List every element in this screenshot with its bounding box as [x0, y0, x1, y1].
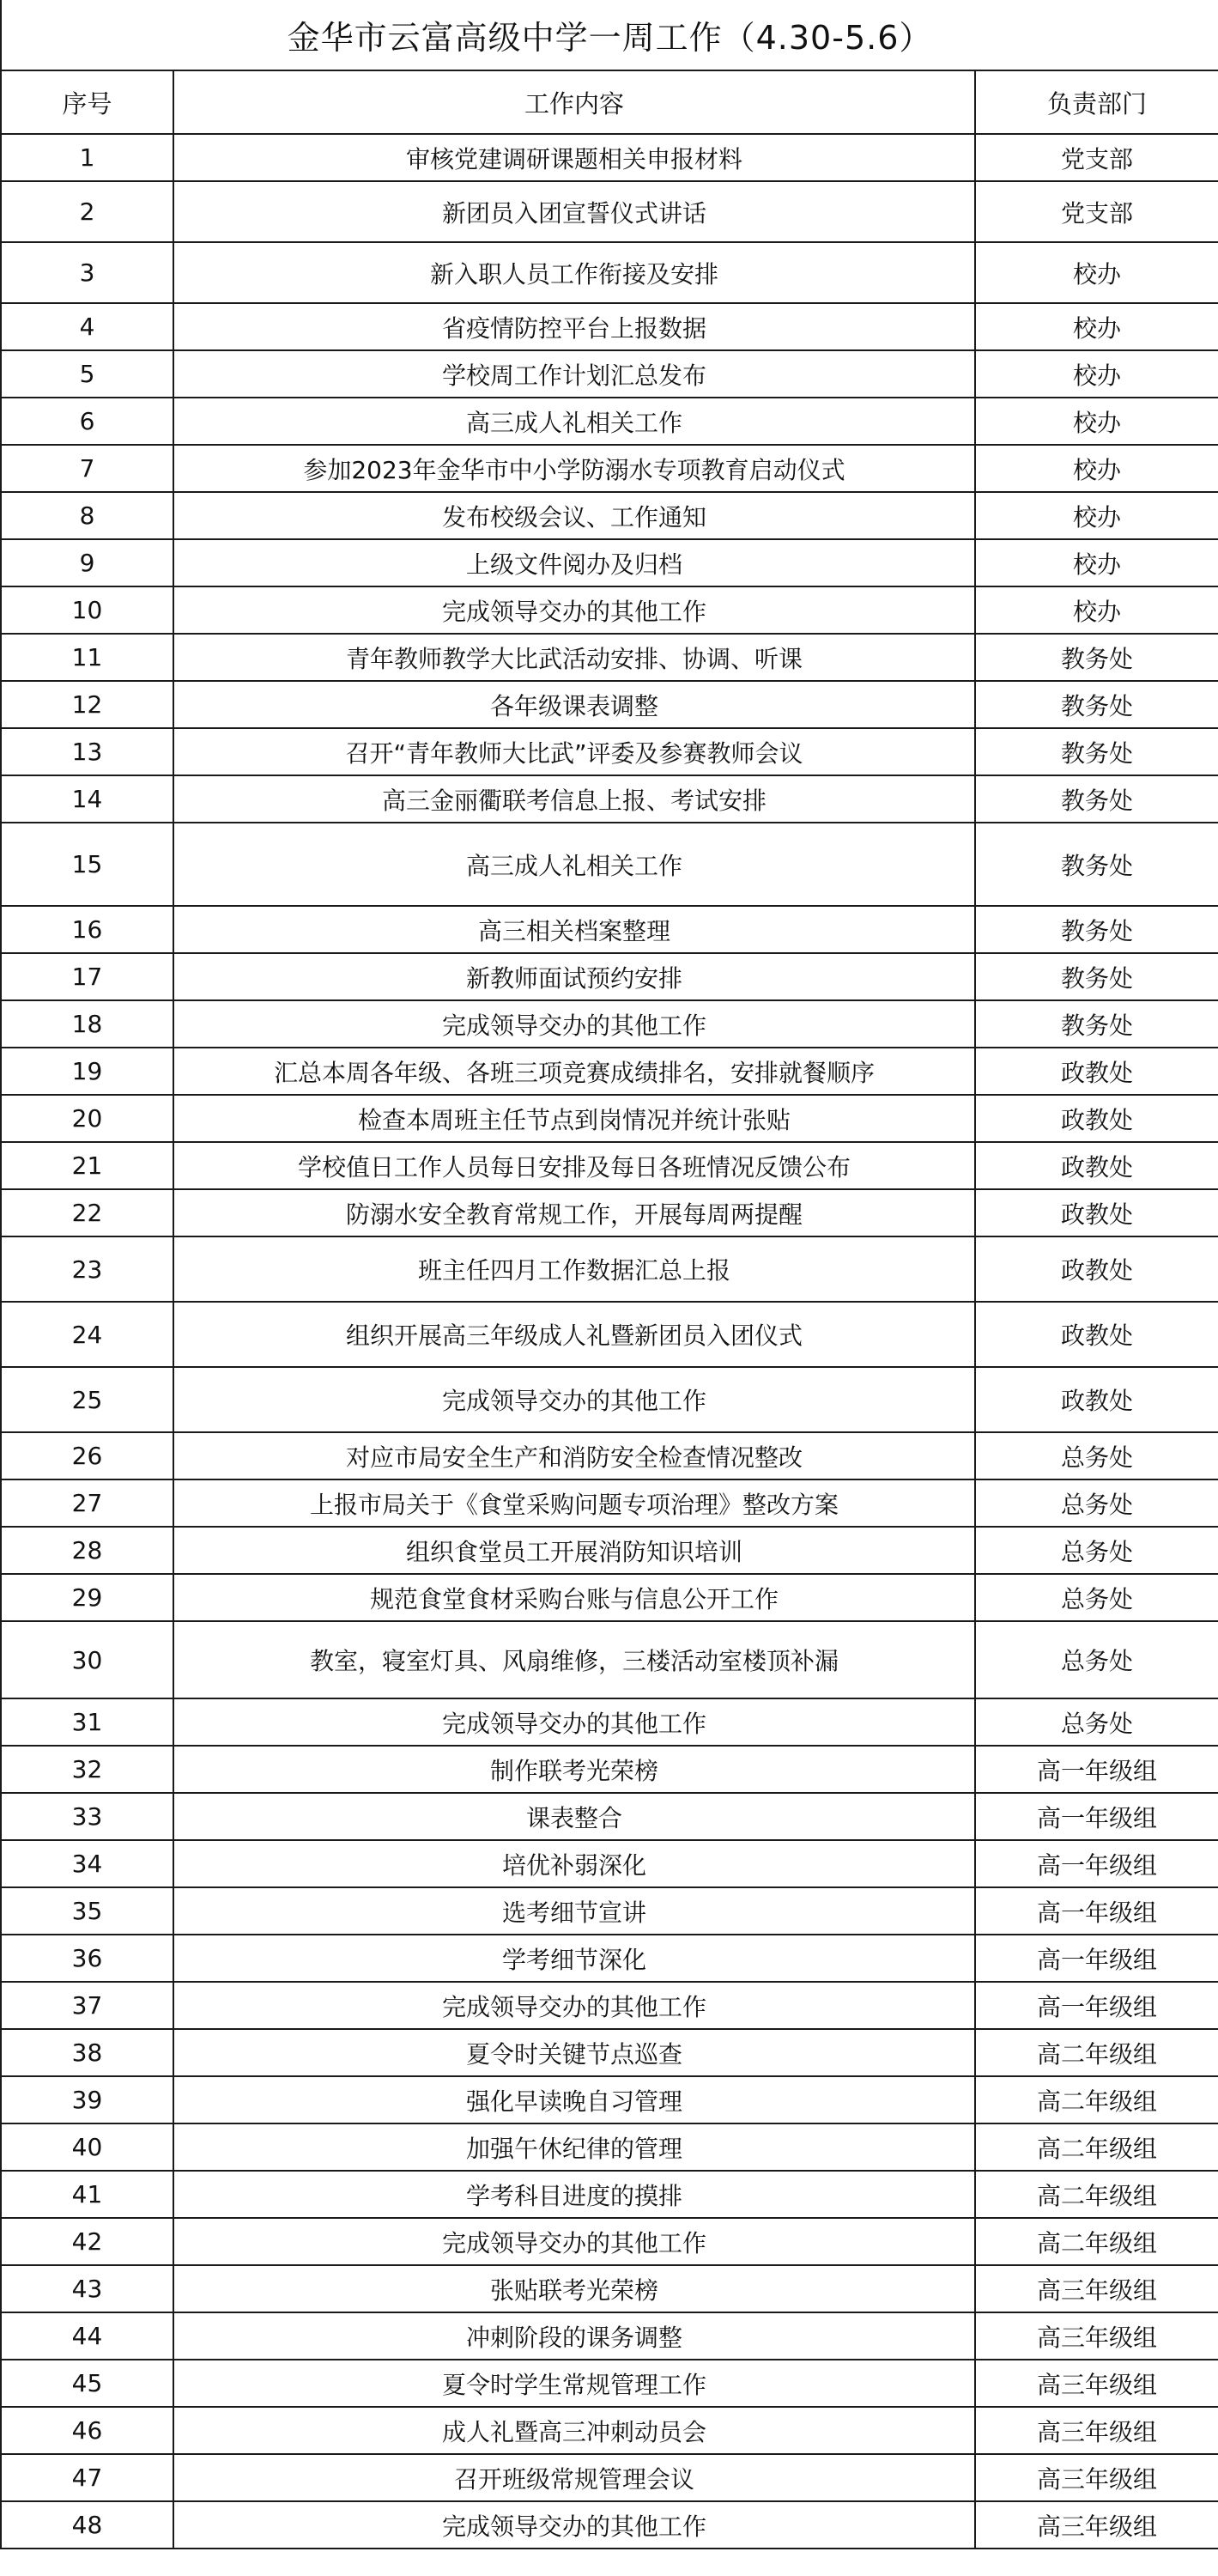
- row-content: 强化早读晚自习管理: [173, 2076, 975, 2123]
- row-num: 23: [1, 1236, 173, 1302]
- row-num: 39: [1, 2076, 173, 2123]
- row-dept: 教务处: [975, 728, 1218, 775]
- row-num: 6: [1, 398, 173, 445]
- row-content: 汇总本周各年级、各班三项竞赛成绩排名，安排就餐顺序: [173, 1048, 975, 1095]
- table-row: [1, 1982, 1218, 2029]
- row-num: 28: [1, 1527, 173, 1574]
- row-dept: 党支部: [975, 134, 1218, 181]
- row-num: 12: [1, 681, 173, 728]
- table-row: [1, 1793, 1218, 1840]
- row-content: 对应市局安全生产和消防安全检查情况整改: [173, 1432, 975, 1479]
- row-dept: 总务处: [975, 1574, 1218, 1621]
- table-row: [1, 1887, 1218, 1935]
- row-content: 高三成人礼相关工作: [173, 823, 975, 906]
- row-num: 3: [1, 242, 173, 303]
- row-dept: 高二年级组: [975, 2171, 1218, 2218]
- row-num: 15: [1, 823, 173, 906]
- row-num: 5: [1, 350, 173, 398]
- row-num: 42: [1, 2218, 173, 2265]
- row-content: 组织食堂员工开展消防知识培训: [173, 1527, 975, 1574]
- row-num: 19: [1, 1048, 173, 1095]
- row-dept: 高一年级组: [975, 1982, 1218, 2029]
- row-content: 上级文件阅办及归档: [173, 539, 975, 586]
- row-content: 学校周工作计划汇总发布: [173, 350, 975, 398]
- row-num: 24: [1, 1302, 173, 1367]
- row-content: 完成领导交办的其他工作: [173, 2501, 975, 2549]
- row-num: 43: [1, 2265, 173, 2312]
- header-row: [1, 70, 1218, 134]
- row-dept: 高二年级组: [975, 2218, 1218, 2265]
- row-dept: 校办: [975, 350, 1218, 398]
- row-num: 10: [1, 586, 173, 634]
- row-num: 35: [1, 1887, 173, 1935]
- table-row: [1, 242, 1218, 303]
- row-dept: 高一年级组: [975, 1840, 1218, 1887]
- row-dept: 高三年级组: [975, 2312, 1218, 2360]
- table-row: [1, 1621, 1218, 1698]
- row-num: 8: [1, 492, 173, 539]
- table-row: [1, 775, 1218, 823]
- row-dept: 高三年级组: [975, 2265, 1218, 2312]
- row-num: 30: [1, 1621, 173, 1698]
- row-dept: 教务处: [975, 775, 1218, 823]
- row-content: 选考细节宣讲: [173, 1887, 975, 1935]
- row-content: 组织开展高三年级成人礼暨新团员入团仪式: [173, 1302, 975, 1367]
- table-row: [1, 906, 1218, 953]
- row-num: 26: [1, 1432, 173, 1479]
- row-num: 38: [1, 2029, 173, 2076]
- table-row: [1, 350, 1218, 398]
- row-num: 45: [1, 2360, 173, 2407]
- row-num: 48: [1, 2501, 173, 2549]
- row-num: 21: [1, 1142, 173, 1189]
- table-row: [1, 1840, 1218, 1887]
- sheet-title: 金华市云富高级中学一周工作（4.30-5.6）: [1, 0, 1218, 70]
- row-num: 20: [1, 1095, 173, 1142]
- row-content: 防溺水安全教育常规工作，开展每周两提醒: [173, 1189, 975, 1236]
- row-num: 46: [1, 2407, 173, 2454]
- table-row: [1, 2029, 1218, 2076]
- row-dept: 政教处: [975, 1048, 1218, 1095]
- table-row: [1, 2076, 1218, 2123]
- row-content: 发布校级会议、工作通知: [173, 492, 975, 539]
- row-content: 教室，寝室灯具、风扇维修，三楼活动室楼顶补漏: [173, 1621, 975, 1698]
- row-num: 31: [1, 1698, 173, 1746]
- row-content: 成人礼暨高三冲刺动员会: [173, 2407, 975, 2454]
- row-num: 14: [1, 775, 173, 823]
- row-dept: 校办: [975, 492, 1218, 539]
- row-dept: 教务处: [975, 681, 1218, 728]
- row-dept: 高二年级组: [975, 2076, 1218, 2123]
- row-content: 加强午休纪律的管理: [173, 2123, 975, 2171]
- table-row: [1, 1935, 1218, 1982]
- row-num: 9: [1, 539, 173, 586]
- table-row: [1, 1698, 1218, 1746]
- row-dept: 高二年级组: [975, 2123, 1218, 2171]
- row-content: 新团员入团宣誓仪式讲话: [173, 181, 975, 242]
- table-row: [1, 1000, 1218, 1048]
- row-dept: 党支部: [975, 181, 1218, 242]
- table-row: [1, 2218, 1218, 2265]
- row-num: 32: [1, 1746, 173, 1793]
- title-row: [1, 0, 1218, 70]
- table-row: [1, 823, 1218, 906]
- row-dept: 总务处: [975, 1479, 1218, 1527]
- row-dept: 校办: [975, 445, 1218, 492]
- table-row: [1, 1574, 1218, 1621]
- row-num: 40: [1, 2123, 173, 2171]
- row-dept: 教务处: [975, 906, 1218, 953]
- table-row: [1, 1189, 1218, 1236]
- row-content: 青年教师教学大比武活动安排、协调、听课: [173, 634, 975, 681]
- row-num: 41: [1, 2171, 173, 2218]
- table-row: [1, 2312, 1218, 2360]
- row-content: 班主任四月工作数据汇总上报: [173, 1236, 975, 1302]
- table-row: [1, 681, 1218, 728]
- header-num: 序号: [1, 70, 173, 134]
- row-num: 33: [1, 1793, 173, 1840]
- row-content: 高三金丽衢联考信息上报、考试安排: [173, 775, 975, 823]
- row-content: 检查本周班主任节点到岗情况并统计张贴: [173, 1095, 975, 1142]
- row-num: 44: [1, 2312, 173, 2360]
- table-row: [1, 953, 1218, 1000]
- row-content: 新入职人员工作衔接及安排: [173, 242, 975, 303]
- table-row: [1, 1479, 1218, 1527]
- table-row: [1, 2360, 1218, 2407]
- row-content: 上报市局关于《食堂采购问题专项治理》整改方案: [173, 1479, 975, 1527]
- table-row: [1, 1236, 1218, 1302]
- row-dept: 政教处: [975, 1095, 1218, 1142]
- row-dept: 校办: [975, 539, 1218, 586]
- row-dept: 政教处: [975, 1142, 1218, 1189]
- row-content: 冲刺阶段的课务调整: [173, 2312, 975, 2360]
- row-num: 17: [1, 953, 173, 1000]
- table-row: [1, 492, 1218, 539]
- row-content: 夏令时关键节点巡查: [173, 2029, 975, 2076]
- row-content: 学校值日工作人员每日安排及每日各班情况反馈公布: [173, 1142, 975, 1189]
- row-dept: 教务处: [975, 1000, 1218, 1048]
- table-row: [1, 586, 1218, 634]
- row-dept: 校办: [975, 586, 1218, 634]
- row-dept: 校办: [975, 303, 1218, 350]
- row-content: 学考科目进度的摸排: [173, 2171, 975, 2218]
- row-dept: 校办: [975, 242, 1218, 303]
- row-content: 审核党建调研课题相关申报材料: [173, 134, 975, 181]
- row-dept: 政教处: [975, 1189, 1218, 1236]
- row-dept: 教务处: [975, 953, 1218, 1000]
- table-row: [1, 134, 1218, 181]
- row-content: 高三相关档案整理: [173, 906, 975, 953]
- table-row: [1, 2407, 1218, 2454]
- row-content: 省疫情防控平台上报数据: [173, 303, 975, 350]
- row-dept: 高三年级组: [975, 2501, 1218, 2549]
- row-dept: 教务处: [975, 823, 1218, 906]
- row-content: 完成领导交办的其他工作: [173, 1367, 975, 1432]
- row-num: 4: [1, 303, 173, 350]
- row-content: 张贴联考光荣榜: [173, 2265, 975, 2312]
- row-num: 16: [1, 906, 173, 953]
- table-row: [1, 1048, 1218, 1095]
- row-content: 高三成人礼相关工作: [173, 398, 975, 445]
- table-row: [1, 634, 1218, 681]
- row-content: 完成领导交办的其他工作: [173, 2218, 975, 2265]
- table-row: [1, 1432, 1218, 1479]
- row-dept: 高一年级组: [975, 1793, 1218, 1840]
- row-num: 25: [1, 1367, 173, 1432]
- table-row: [1, 1746, 1218, 1793]
- row-content: 召开“青年教师大比武”评委及参赛教师会议: [173, 728, 975, 775]
- row-dept: 高三年级组: [975, 2407, 1218, 2454]
- row-num: 7: [1, 445, 173, 492]
- row-content: 培优补弱深化: [173, 1840, 975, 1887]
- row-content: 完成领导交办的其他工作: [173, 1000, 975, 1048]
- row-num: 47: [1, 2454, 173, 2501]
- row-dept: 总务处: [975, 1432, 1218, 1479]
- row-num: 37: [1, 1982, 173, 2029]
- table-row: [1, 2454, 1218, 2501]
- row-num: 34: [1, 1840, 173, 1887]
- row-num: 18: [1, 1000, 173, 1048]
- row-num: 29: [1, 1574, 173, 1621]
- table-row: [1, 728, 1218, 775]
- table-row: [1, 181, 1218, 242]
- row-dept: 高三年级组: [975, 2360, 1218, 2407]
- table-row: [1, 2171, 1218, 2218]
- row-content: 召开班级常规管理会议: [173, 2454, 975, 2501]
- table-row: [1, 303, 1218, 350]
- row-dept: 高一年级组: [975, 1887, 1218, 1935]
- row-num: 2: [1, 181, 173, 242]
- table-row: [1, 1367, 1218, 1432]
- row-dept: 总务处: [975, 1621, 1218, 1698]
- table-row: [1, 1142, 1218, 1189]
- row-content: 参加2023年金华市中小学防溺水专项教育启动仪式: [173, 445, 975, 492]
- row-dept: 高一年级组: [975, 1935, 1218, 1982]
- row-content: 完成领导交办的其他工作: [173, 1698, 975, 1746]
- row-dept: 高二年级组: [975, 2029, 1218, 2076]
- table-row: [1, 539, 1218, 586]
- row-dept: 政教处: [975, 1367, 1218, 1432]
- table-row: [1, 398, 1218, 445]
- row-content: 夏令时学生常规管理工作: [173, 2360, 975, 2407]
- row-content: 规范食堂食材采购台账与信息公开工作: [173, 1574, 975, 1621]
- row-content: 课表整合: [173, 1793, 975, 1840]
- row-content: 制作联考光荣榜: [173, 1746, 975, 1793]
- row-num: 27: [1, 1479, 173, 1527]
- row-content: 完成领导交办的其他工作: [173, 1982, 975, 2029]
- row-num: 13: [1, 728, 173, 775]
- row-num: 1: [1, 134, 173, 181]
- row-dept: 政教处: [975, 1302, 1218, 1367]
- table-row: [1, 1527, 1218, 1574]
- row-dept: 校办: [975, 398, 1218, 445]
- table-row: [1, 445, 1218, 492]
- row-content: 新教师面试预约安排: [173, 953, 975, 1000]
- table-row: [1, 2123, 1218, 2171]
- table-row: [1, 1095, 1218, 1142]
- row-dept: 总务处: [975, 1527, 1218, 1574]
- row-content: 学考细节深化: [173, 1935, 975, 1982]
- table-row: [1, 2265, 1218, 2312]
- row-dept: 教务处: [975, 634, 1218, 681]
- header-content: 工作内容: [173, 70, 975, 134]
- row-num: 22: [1, 1189, 173, 1236]
- row-content: 完成领导交办的其他工作: [173, 586, 975, 634]
- table-row: [1, 1302, 1218, 1367]
- row-dept: 政教处: [975, 1236, 1218, 1302]
- row-content: 各年级课表调整: [173, 681, 975, 728]
- row-num: 11: [1, 634, 173, 681]
- row-dept: 高三年级组: [975, 2454, 1218, 2501]
- table-row: [1, 2501, 1218, 2549]
- header-dept: 负责部门: [975, 70, 1218, 134]
- row-dept: 总务处: [975, 1698, 1218, 1746]
- row-num: 36: [1, 1935, 173, 1982]
- row-dept: 高一年级组: [975, 1746, 1218, 1793]
